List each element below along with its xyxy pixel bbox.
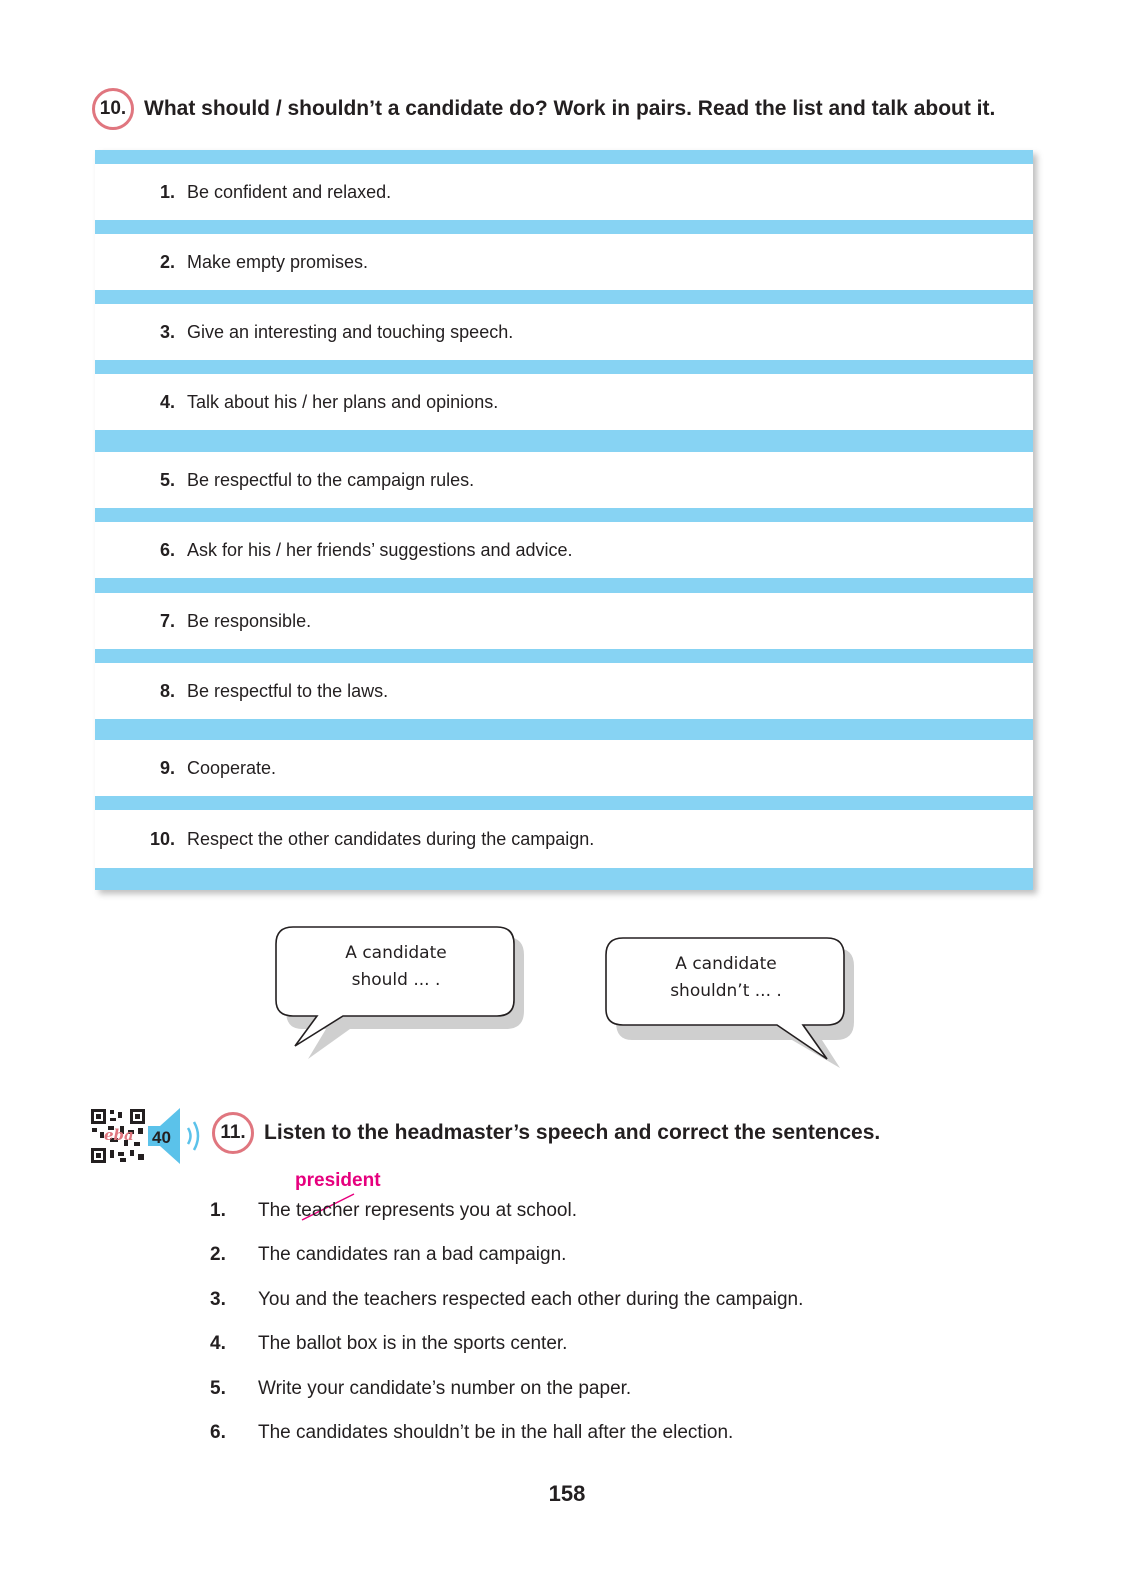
list-item-number: 3. [159, 321, 175, 342]
sentence-text: The ballot box is in the sports center. [258, 1333, 568, 1354]
exercise-number-badge: 10. [92, 88, 134, 130]
exercise-10-heading [92, 88, 995, 130]
bubble-line: should ... . [351, 970, 441, 990]
list-item-number: 5. [159, 469, 175, 490]
list-item-number: 7. [159, 610, 175, 631]
exercise-title: What should / shouldn’t a candidate do? Work in pairs. Read the list and talk about it. [144, 97, 996, 120]
sentence-item [210, 1289, 803, 1311]
sentence-item [210, 1244, 566, 1266]
list-item-number: 8. [159, 680, 175, 701]
list-item-text: Be confident and relaxed. [187, 181, 392, 202]
bubble-line: A candidate [345, 943, 447, 963]
candidate-list [95, 150, 1033, 890]
list-item [95, 234, 1033, 290]
list-item-number: 4. [159, 391, 175, 412]
qr-code-icon[interactable] [90, 1108, 146, 1164]
page-number: 158 [548, 1481, 586, 1506]
qr-eba-logo: eba [104, 1126, 134, 1144]
list-item-text: Give an interesting and touching speech. [187, 321, 514, 342]
list-item [95, 522, 1033, 578]
speech-bubble-should [275, 926, 525, 1051]
list-item-text: Respect the other candidates during the campaign. [187, 828, 595, 849]
list-item [95, 164, 1033, 220]
exercise-11-heading [212, 1112, 880, 1154]
list-item [95, 452, 1033, 508]
bubble-line: shouldn’t ... . [670, 981, 782, 1001]
list-item-number: 1. [159, 181, 175, 202]
speech-bubble-should-text [275, 940, 517, 994]
list-item-text: Be responsible. [187, 610, 312, 631]
list-item-text: Ask for his / her friends’ suggestions and advice. [187, 539, 573, 560]
list-item [95, 740, 1033, 796]
sentence-number: 5. [210, 1378, 226, 1399]
sentence-item [210, 1378, 631, 1400]
list-item-text: Be respectful to the laws. [187, 680, 389, 701]
sentence-number: 6. [210, 1422, 226, 1443]
list-item-number: 6. [159, 539, 175, 560]
list-item-text: Talk about his / her plans and opinions. [187, 391, 499, 412]
list-item [95, 810, 1033, 868]
list-item-text: Cooperate. [187, 757, 277, 778]
list-item-text: Make empty promises. [187, 251, 369, 272]
sentence-part: represents you at school. [359, 1200, 577, 1221]
sentence-item [210, 1422, 733, 1444]
audio-track-number: 40 [152, 1128, 171, 1147]
list-item [95, 663, 1033, 719]
speech-bubble-shouldnt [605, 937, 855, 1067]
sentence-text: You and the teachers respected each other during the campaign. [258, 1289, 804, 1310]
sentence-text: Write your candidate’s number on the paper. [258, 1378, 632, 1399]
speech-bubble-shouldnt-text [605, 951, 847, 1005]
bubble-line: A candidate [675, 954, 777, 974]
list-item [95, 593, 1033, 649]
exercise-number-badge: 11. [212, 1112, 254, 1154]
sentence-part: The [258, 1200, 297, 1221]
exercise-title: Listen to the headmaster’s speech and correct the sentences. [264, 1121, 881, 1144]
sentence-item [210, 1200, 577, 1222]
list-item [95, 304, 1033, 360]
list-item-text: Be respectful to the campaign rules. [187, 469, 475, 490]
list-item-number: 10. [149, 828, 175, 849]
sentence-number: 3. [210, 1289, 226, 1310]
sentence-item [210, 1333, 567, 1355]
list-item [95, 374, 1033, 430]
sentence-text [258, 1200, 577, 1222]
struck-word: teacher [296, 1200, 360, 1221]
sentence-text: The candidates ran a bad campaign. [258, 1244, 567, 1265]
sentence-number: 1. [210, 1200, 226, 1221]
handwritten-correction: president [295, 1170, 381, 1191]
sentence-text: The candidates shouldn’t be in the hall after the election. [258, 1422, 734, 1443]
list-item-number: 9. [159, 757, 175, 778]
sentence-number: 2. [210, 1244, 226, 1265]
list-item-number: 2. [159, 251, 175, 272]
sentence-number: 4. [210, 1333, 226, 1354]
